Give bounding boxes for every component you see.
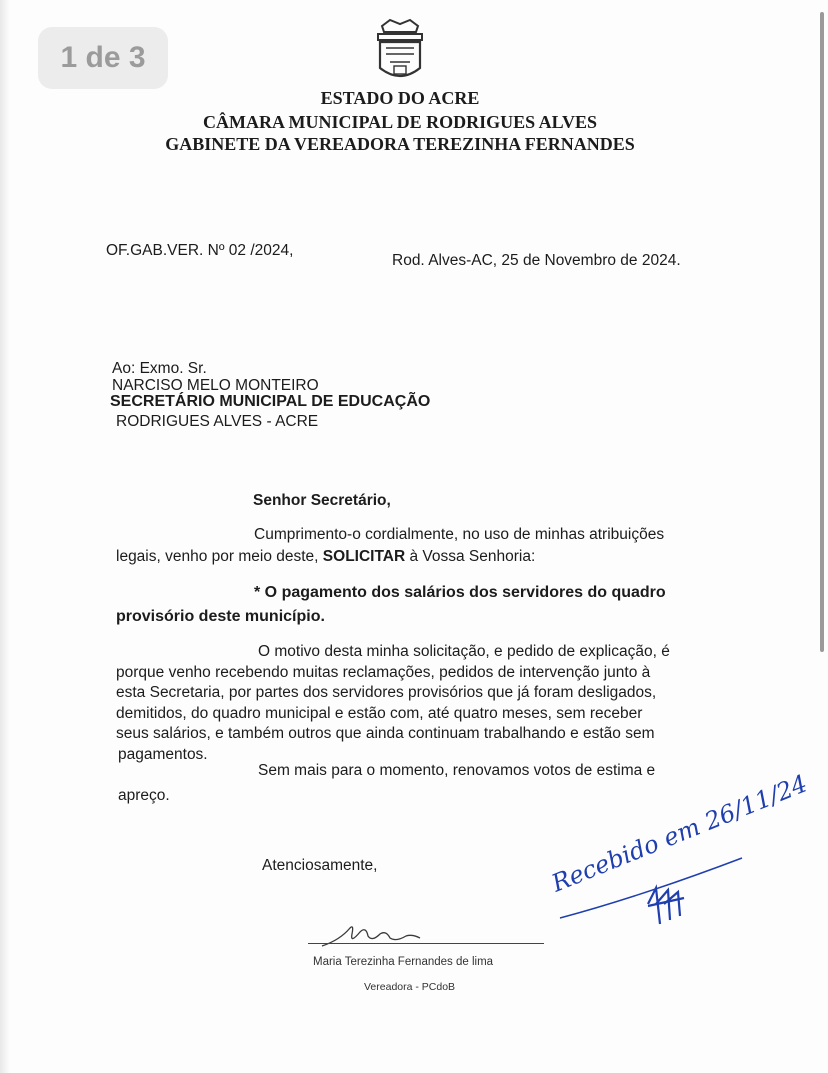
page-edge-shadow (0, 0, 10, 1073)
recipient-name: NARCISO MELO MONTEIRO (112, 377, 319, 394)
handwritten-signature (320, 920, 430, 950)
letterhead-state: ESTADO DO ACRE (320, 88, 480, 108)
svg-text:Recebido em 26/11/24: Recebido em 26/11/24 (547, 769, 812, 898)
para1-line-1: Cumprimento-o cordialmente, no uso de minhas atribuições (254, 526, 665, 543)
scrollbar[interactable] (820, 12, 824, 652)
para2-line-5: seus salários, e também outros que ainda continuam trabalhando e estão sem (116, 725, 655, 742)
document-reference: OF.GAB.VER. Nº 02 /2024, (106, 242, 294, 259)
request-line-2: provisório deste município. (116, 608, 325, 625)
request-line-1: * O pagamento dos salários dos servidores do quadro (254, 584, 666, 601)
para2-line-4: demitidos, do quadro municipal e estão com, até quatro meses, sem receber (116, 705, 643, 722)
signature-line (308, 943, 544, 944)
para2-line-1: O motivo desta minha solicitação, e pedido de explicação, é (258, 643, 670, 660)
signer-role: Vereadora - PCdoB (364, 981, 456, 993)
para2-line-2: porque venho recebendo muitas reclamações, pedidos de intervenção junto à (116, 664, 651, 681)
closing: Atenciosamente, (262, 857, 378, 874)
page-indicator: 1 de 3 (38, 27, 168, 89)
para2-line-6: pagamentos. (118, 746, 208, 763)
recipient-line-1: Ao: Exmo. Sr. (112, 360, 207, 377)
letterhead-chamber: CÂMARA MUNICIPAL DE RODRIGUES ALVES (202, 112, 598, 132)
coat-of-arms-icon (372, 18, 428, 86)
signer-name: Maria Terezinha Fernandes de lima (313, 956, 494, 968)
receipt-handwritten-note (547, 769, 812, 940)
recipient-city: RODRIGUES ALVES - ACRE (116, 413, 319, 430)
para3-line-1: Sem mais para o momento, renovamos votos de estima e (258, 762, 656, 779)
para3-line-2: apreço. (118, 787, 170, 804)
para1-line-2: legais, venho por meio deste, SOLICITAR à Vossa Senhoria: (116, 548, 536, 565)
recipient-title: SECRETÁRIO MUNICIPAL DE EDUCAÇÃO (110, 393, 431, 410)
place-date: Rod. Alves-AC, 25 de Novembro de 2024. (392, 252, 681, 269)
letterhead-office: GABINETE DA VEREADORA TEREZINHA FERNANDES (165, 134, 635, 154)
para2-line-3: esta Secretaria, por partes dos servidores provisórios que já foram desligados, (116, 684, 657, 701)
salutation: Senhor Secretário, (253, 492, 391, 509)
